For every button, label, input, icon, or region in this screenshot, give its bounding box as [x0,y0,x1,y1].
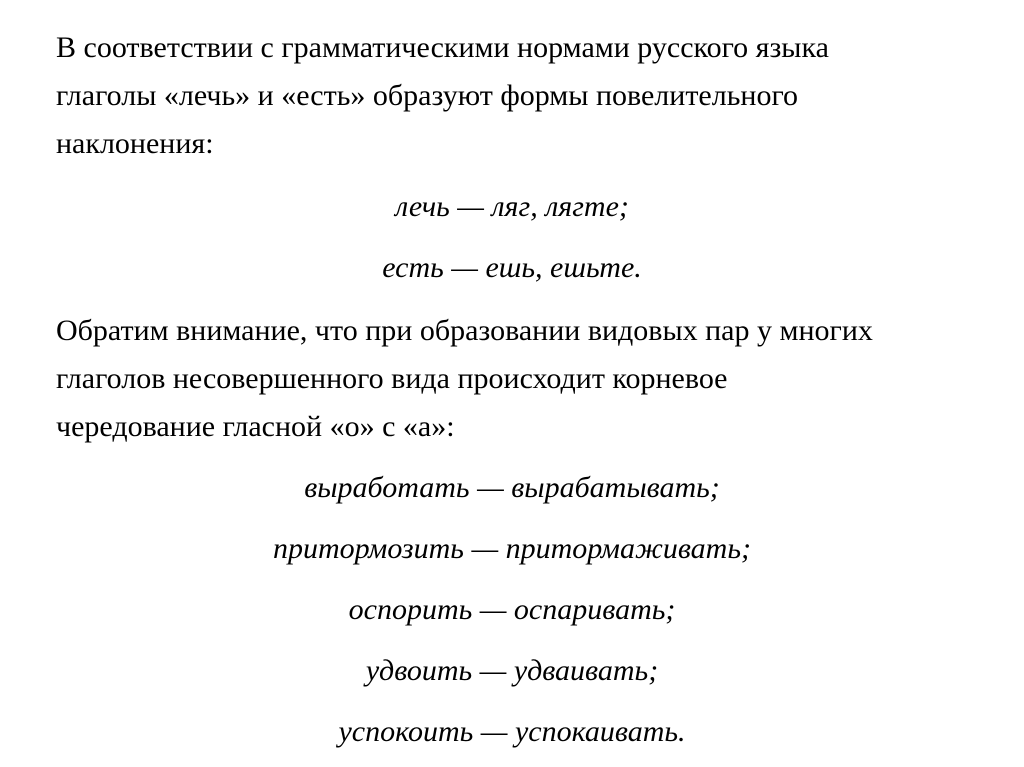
paragraph-line: чередование гласной «о» с «а»: [56,410,455,443]
paragraph-line: глаголов несовершенного вида происходит корневое [56,362,728,395]
intro-paragraph [56,24,1006,168]
example-line: лечь — ляг, лягте; [395,190,629,223]
example-line: есть — ешь, ешьте. [382,251,642,284]
paragraph-line: Обратим внимание, что при образовании видовых пар у многих [56,314,873,347]
example-line: удвоить — удваивать; [365,654,659,687]
paragraph-line: наклонения: [56,127,214,160]
example-line: успокоить — успокаивать. [338,715,686,748]
example-line: выработать — вырабатывать; [304,471,720,504]
example-line: оспорить — оспаривать; [348,593,676,626]
paragraph-line: глаголы «лечь» и «есть» образуют формы повелительного [56,79,799,112]
second-paragraph [56,307,1006,451]
example-line: притормозить — притормаживать; [273,532,751,565]
paragraph-line: В соответствии с грамматическими нормами русского языка [56,31,829,64]
